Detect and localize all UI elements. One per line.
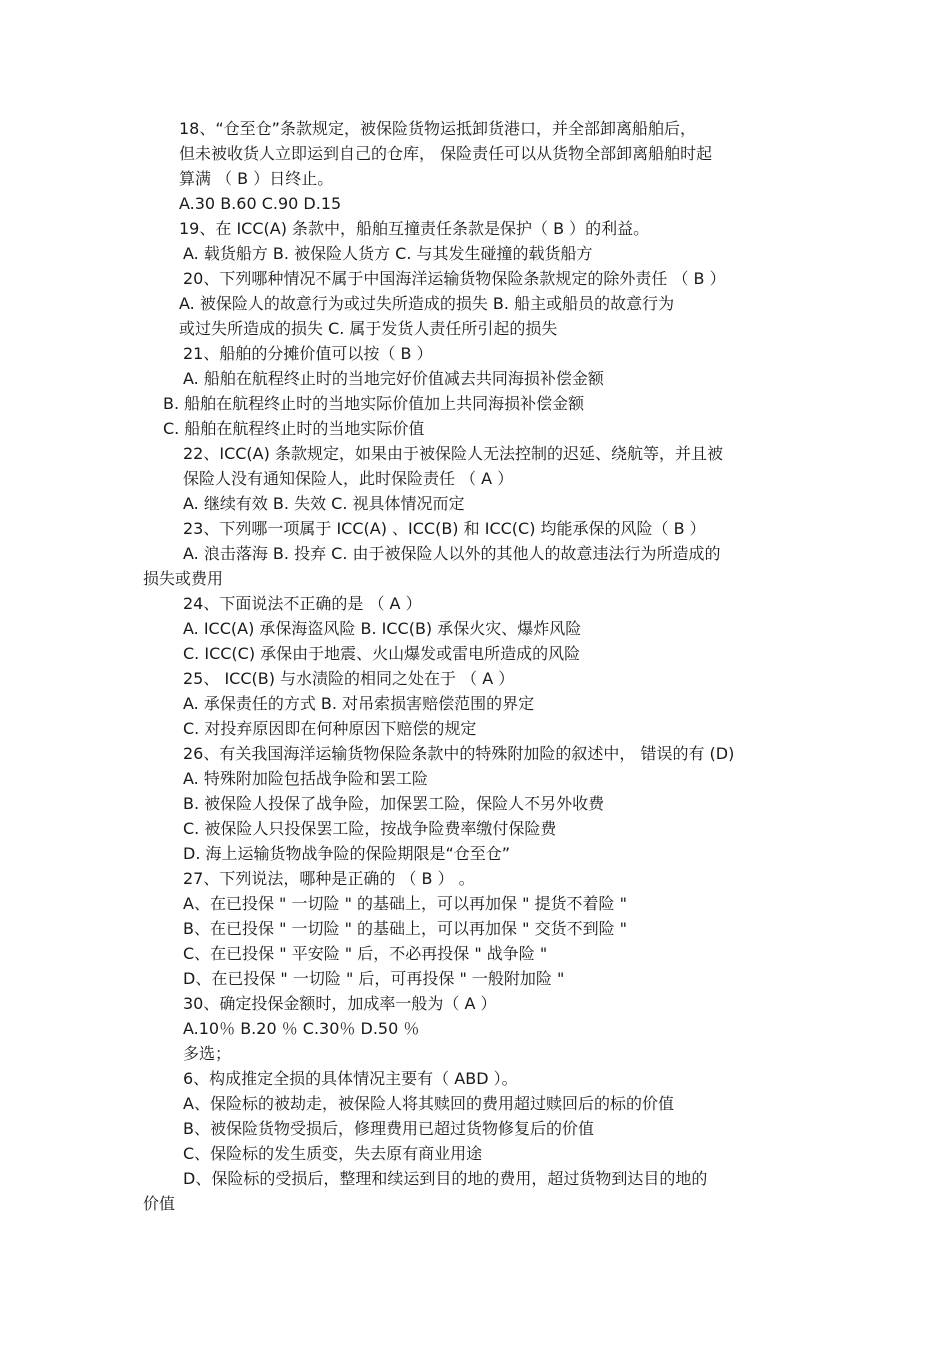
q20-options-line-1: A. 被保险人的故意行为或过失所造成的损失 B. 船主或船员的故意行为 — [179, 294, 675, 313]
q24-question: 24、下面说法不正确的是 （ A ） — [183, 594, 422, 613]
q22-line-1: 22、ICC(A) 条款规定，如果由于被保险人无法控制的迟延、绕航等，并且被 — [183, 444, 723, 463]
q27-option-d: D、在已投保 " 一切险 " 后，可再投保 " 一般附加险 " — [183, 969, 565, 988]
q26-question: 26、有关我国海洋运输货物保险条款中的特殊附加险的叙述中， 错误的有 (D) — [183, 744, 735, 763]
q22-line-2: 保险人没有通知保险人，此时保险责任 （ A ） — [183, 469, 514, 488]
q21-option-c: C. 船舶在航程终止时的当地实际价值 — [163, 419, 425, 438]
q18-options: A.30 B.60 C.90 D.15 — [179, 194, 342, 213]
q21-option-b: B. 船舶在航程终止时的当地实际价值加上共同海损补偿金额 — [163, 394, 585, 413]
q18-line-3: 算满 （ B ）日终止。 — [179, 169, 334, 188]
q20-options-line-2: 或过失所造成的损失 C. 属于发货人责任所引起的损失 — [179, 319, 558, 338]
q24-options-ab: A. ICC(A) 承保海盗风险 B. ICC(B) 承保火灾、爆炸风险 — [183, 619, 582, 638]
q23-options-cont: 损失或费用 — [143, 569, 224, 588]
q26-option-b: B. 被保险人投保了战争险，加保罢工险，保险人不另外收费 — [183, 794, 605, 813]
m6-question: 6、构成推定全损的具体情况主要有（ ABD ）。 — [183, 1069, 518, 1088]
q18-line-2: 但未被收货人立即运到自己的仓库， 保险责任可以从货物全部卸离船舶时起 — [179, 144, 713, 163]
m6-option-d-cont: 价值 — [143, 1194, 176, 1213]
q27-question: 27、下列说法，哪种是正确的 （ B ） 。 — [183, 869, 475, 888]
q23-options: A. 浪击落海 B. 投弃 C. 由于被保险人以外的其他人的故意违法行为所造成的 — [183, 544, 721, 563]
q26-option-c: C. 被保险人只投保罢工险，按战争险费率缴付保险费 — [183, 819, 557, 838]
m6-option-a: A、保险标的被劫走，被保险人将其赎回的费用超过赎回后的标的价值 — [183, 1094, 674, 1113]
q20-question: 20、下列哪种情况不属于中国海洋运输货物保险条款规定的除外责任 （ B ） — [183, 269, 726, 288]
q26-option-a: A. 特殊附加险包括战争险和罢工险 — [183, 769, 428, 788]
q18-line-1: 18、“仓至仓”条款规定，被保险货物运抵卸货港口，并全部卸离船舶后， — [179, 119, 696, 138]
m6-option-c: C、保险标的发生质变，失去原有商业用途 — [183, 1144, 483, 1163]
q25-options-ab: A. 承保责任的方式 B. 对吊索损害赔偿范围的界定 — [183, 694, 535, 713]
q27-option-c: C、在已投保 " 平安险 " 后，不必再投保 " 战争险 " — [183, 944, 548, 963]
q24-option-c: C. ICC(C) 承保由于地震、火山爆发或雷电所造成的风险 — [183, 644, 581, 663]
m6-option-d: D、保险标的受损后，整理和续运到目的地的费用，超过货物到达目的地的 — [183, 1169, 708, 1188]
q21-question: 21、船舶的分摊价值可以按（ B ） — [183, 344, 433, 363]
q30-options: A.10％ B.20 ％ C.30％ D.50 ％ — [183, 1019, 420, 1038]
q27-option-a: A、在已投保 " 一切险 " 的基础上，可以再加保 " 提货不着险 " — [183, 894, 627, 913]
section-heading-multiple-choice: 多选； — [183, 1044, 232, 1063]
q19-options: A. 载货船方 B. 被保险人货方 C. 与其发生碰撞的载货船方 — [183, 244, 593, 263]
q19-question: 19、在 ICC(A) 条款中，船舶互撞责任条款是保护（ B ）的利益。 — [179, 219, 650, 238]
q30-question: 30、确定投保金额时，加成率一般为（ A ） — [183, 994, 497, 1013]
q27-option-b: B、在已投保 " 一切险 " 的基础上，可以再加保 " 交货不到险 " — [183, 919, 628, 938]
q23-question: 23、下列哪一项属于 ICC(A) 、ICC(B) 和 ICC(C) 均能承保的风险（ B ） — [183, 519, 706, 538]
q25-option-c: C. 对投弃原因即在何种原因下赔偿的规定 — [183, 719, 477, 738]
q26-option-d: D. 海上运输货物战争险的保险期限是“仓至仓” — [183, 844, 511, 863]
m6-option-b: B、被保险货物受损后，修理费用已超过货物修复后的价值 — [183, 1119, 594, 1138]
q21-option-a: A. 船舶在航程终止时的当地完好价值减去共同海损补偿金额 — [183, 369, 604, 388]
q22-options: A. 继续有效 B. 失效 C. 视具体情况而定 — [183, 494, 465, 513]
q25-question: 25、 ICC(B) 与水渍险的相同之处在于 （ A ） — [183, 669, 515, 688]
